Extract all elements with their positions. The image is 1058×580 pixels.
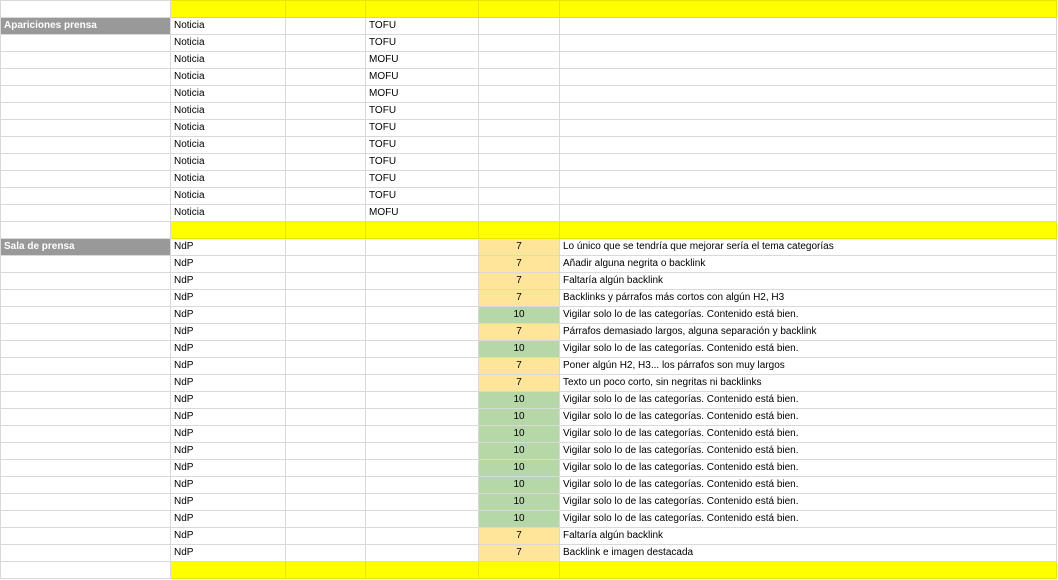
empty-cell[interactable] [1, 341, 171, 358]
empty-cell[interactable] [1, 545, 171, 562]
empty-cell[interactable] [286, 120, 366, 137]
type-cell[interactable]: NdP [171, 392, 286, 409]
comment-cell[interactable]: Vigilar solo lo de las categorías. Contenido está bien. [560, 409, 1057, 426]
empty-cell[interactable] [286, 137, 366, 154]
score-cell[interactable]: 10 [479, 409, 560, 426]
table-row [1, 188, 1057, 205]
type-cell[interactable]: NdP [171, 545, 286, 562]
empty-cell[interactable] [479, 154, 560, 171]
table-row [1, 205, 1057, 222]
empty-cell[interactable] [1, 188, 171, 205]
empty-cell[interactable] [286, 205, 366, 222]
comment-cell[interactable]: Vigilar solo lo de las categorías. Contenido está bien. [560, 392, 1057, 409]
type-cell[interactable]: NdP [171, 273, 286, 290]
type-cell[interactable]: Noticia [171, 205, 286, 222]
separator-cell[interactable] [171, 562, 286, 579]
type-cell[interactable]: Noticia [171, 69, 286, 86]
type-cell[interactable]: NdP [171, 324, 286, 341]
empty-cell[interactable] [366, 341, 479, 358]
empty-cell[interactable] [366, 392, 479, 409]
empty-cell[interactable] [366, 443, 479, 460]
empty-cell[interactable] [286, 307, 366, 324]
empty-cell[interactable] [366, 409, 479, 426]
score-cell[interactable]: 7 [479, 290, 560, 307]
empty-cell[interactable] [366, 307, 479, 324]
type-cell[interactable]: NdP [171, 341, 286, 358]
separator-cell[interactable] [560, 1, 1057, 18]
empty-cell[interactable] [366, 460, 479, 477]
comment-cell[interactable]: Faltaría algún backlink [560, 528, 1057, 545]
empty-cell[interactable] [286, 273, 366, 290]
comment-cell[interactable]: Vigilar solo lo de las categorías. Contenido está bien. [560, 477, 1057, 494]
type-cell[interactable]: NdP [171, 426, 286, 443]
empty-cell[interactable] [366, 256, 479, 273]
table-row [1, 239, 1057, 256]
empty-cell[interactable] [286, 324, 366, 341]
empty-cell[interactable] [286, 375, 366, 392]
empty-cell[interactable] [1, 120, 171, 137]
type-cell[interactable]: Noticia [171, 120, 286, 137]
empty-cell[interactable] [1, 477, 171, 494]
empty-cell[interactable] [366, 545, 479, 562]
empty-cell[interactable] [560, 52, 1057, 69]
type-cell[interactable]: NdP [171, 358, 286, 375]
type-cell[interactable]: NdP [171, 460, 286, 477]
empty-cell[interactable] [366, 528, 479, 545]
empty-cell[interactable] [560, 137, 1057, 154]
table-row [1, 35, 1057, 52]
type-cell[interactable]: NdP [171, 409, 286, 426]
empty-cell[interactable] [1, 222, 171, 239]
comment-cell[interactable]: Poner algún H2, H3... los párrafos son muy largos [560, 358, 1057, 375]
empty-cell[interactable] [560, 154, 1057, 171]
table-row [1, 307, 1057, 324]
empty-cell[interactable] [560, 69, 1057, 86]
score-cell[interactable]: 10 [479, 443, 560, 460]
type-cell[interactable]: Noticia [171, 86, 286, 103]
empty-cell[interactable] [286, 290, 366, 307]
separator-cell[interactable] [560, 562, 1057, 579]
score-cell[interactable]: 7 [479, 273, 560, 290]
table-row [1, 154, 1057, 171]
empty-cell[interactable] [1, 1, 171, 18]
type-cell[interactable]: Noticia [171, 35, 286, 52]
empty-cell[interactable] [479, 120, 560, 137]
comment-cell[interactable]: Texto un poco corto, sin negritas ni backlinks [560, 375, 1057, 392]
separator-cell[interactable] [171, 1, 286, 18]
separator-cell[interactable] [560, 222, 1057, 239]
empty-cell[interactable] [1, 256, 171, 273]
table-row [1, 256, 1057, 273]
section-label[interactable]: Sala de prensa [1, 239, 171, 256]
table-row [1, 511, 1057, 528]
empty-cell[interactable] [1, 494, 171, 511]
comment-cell[interactable]: Backlinks y párrafos más cortos con algún H2, H3 [560, 290, 1057, 307]
table-row [1, 528, 1057, 545]
empty-cell[interactable] [286, 494, 366, 511]
empty-cell[interactable] [286, 460, 366, 477]
empty-cell[interactable] [479, 35, 560, 52]
empty-cell[interactable] [286, 18, 366, 35]
empty-cell[interactable] [366, 477, 479, 494]
funnel-stage-cell[interactable]: TOFU [366, 120, 479, 137]
table-row [1, 137, 1057, 154]
header-separator-row [1, 1, 1057, 18]
empty-cell[interactable] [286, 256, 366, 273]
empty-cell[interactable] [1, 511, 171, 528]
comment-cell[interactable]: Vigilar solo lo de las categorías. Contenido está bien. [560, 494, 1057, 511]
empty-cell[interactable] [479, 69, 560, 86]
score-cell[interactable]: 10 [479, 477, 560, 494]
type-cell[interactable]: NdP [171, 375, 286, 392]
empty-cell[interactable] [1, 443, 171, 460]
comment-cell[interactable]: Faltaría algún backlink [560, 273, 1057, 290]
empty-cell[interactable] [286, 154, 366, 171]
score-cell[interactable]: 7 [479, 375, 560, 392]
score-cell[interactable]: 10 [479, 392, 560, 409]
table-row [1, 171, 1057, 188]
empty-cell[interactable] [1, 460, 171, 477]
empty-cell[interactable] [286, 52, 366, 69]
empty-cell[interactable] [286, 426, 366, 443]
score-cell[interactable]: 10 [479, 511, 560, 528]
empty-cell[interactable] [1, 69, 171, 86]
empty-cell[interactable] [479, 86, 560, 103]
empty-cell[interactable] [560, 35, 1057, 52]
empty-cell[interactable] [286, 528, 366, 545]
empty-cell[interactable] [1, 137, 171, 154]
separator-cell[interactable] [366, 562, 479, 579]
type-cell[interactable]: Noticia [171, 171, 286, 188]
section-separator-row [1, 562, 1057, 579]
table-row [1, 290, 1057, 307]
empty-cell[interactable] [366, 494, 479, 511]
empty-cell[interactable] [286, 35, 366, 52]
funnel-stage-cell[interactable]: MOFU [366, 69, 479, 86]
separator-cell[interactable] [171, 222, 286, 239]
separator-cell[interactable] [366, 1, 479, 18]
empty-cell[interactable] [1, 205, 171, 222]
empty-cell[interactable] [560, 86, 1057, 103]
table-row [1, 545, 1057, 562]
type-cell[interactable]: NdP [171, 528, 286, 545]
empty-cell[interactable] [286, 392, 366, 409]
table-row [1, 375, 1057, 392]
empty-cell[interactable] [479, 18, 560, 35]
comment-cell[interactable]: Vigilar solo lo de las categorías. Contenido está bien. [560, 426, 1057, 443]
separator-cell[interactable] [479, 222, 560, 239]
empty-cell[interactable] [286, 358, 366, 375]
comment-cell[interactable]: Vigilar solo lo de las categorías. Contenido está bien. [560, 460, 1057, 477]
empty-cell[interactable] [1, 375, 171, 392]
empty-cell[interactable] [286, 545, 366, 562]
empty-cell[interactable] [560, 205, 1057, 222]
empty-cell[interactable] [286, 86, 366, 103]
funnel-stage-cell[interactable]: MOFU [366, 86, 479, 103]
empty-cell[interactable] [1, 426, 171, 443]
funnel-stage-cell[interactable]: TOFU [366, 18, 479, 35]
comment-cell[interactable]: Vigilar solo lo de las categorías. Contenido está bien. [560, 443, 1057, 460]
empty-cell[interactable] [479, 103, 560, 120]
empty-cell[interactable] [286, 188, 366, 205]
funnel-stage-cell[interactable]: TOFU [366, 137, 479, 154]
type-cell[interactable]: NdP [171, 239, 286, 256]
empty-cell[interactable] [1, 273, 171, 290]
table-row [1, 52, 1057, 69]
empty-cell[interactable] [286, 69, 366, 86]
empty-cell[interactable] [479, 188, 560, 205]
comment-cell[interactable]: Vigilar solo lo de las categorías. Contenido está bien. [560, 511, 1057, 528]
separator-cell[interactable] [286, 222, 366, 239]
funnel-stage-cell[interactable]: TOFU [366, 103, 479, 120]
type-cell[interactable]: NdP [171, 494, 286, 511]
type-cell[interactable]: NdP [171, 443, 286, 460]
empty-cell[interactable] [286, 341, 366, 358]
empty-cell[interactable] [1, 324, 171, 341]
empty-cell[interactable] [1, 290, 171, 307]
section-separator-row [1, 222, 1057, 239]
funnel-stage-cell[interactable]: TOFU [366, 35, 479, 52]
table-row [1, 120, 1057, 137]
empty-cell[interactable] [560, 171, 1057, 188]
comment-cell[interactable]: Vigilar solo lo de las categorías. Contenido está bien. [560, 307, 1057, 324]
empty-cell[interactable] [286, 511, 366, 528]
empty-cell[interactable] [479, 52, 560, 69]
comment-cell[interactable]: Párrafos demasiado largos, alguna separación y backlink [560, 324, 1057, 341]
table-row [1, 460, 1057, 477]
empty-cell[interactable] [286, 171, 366, 188]
comment-cell[interactable]: Lo único que se tendría que mejorar sería el tema categorías [560, 239, 1057, 256]
empty-cell[interactable] [1, 307, 171, 324]
funnel-stage-cell[interactable]: TOFU [366, 188, 479, 205]
empty-cell[interactable] [286, 409, 366, 426]
empty-cell[interactable] [366, 324, 479, 341]
funnel-stage-cell[interactable]: MOFU [366, 52, 479, 69]
score-cell[interactable]: 7 [479, 358, 560, 375]
empty-cell[interactable] [366, 290, 479, 307]
type-cell[interactable]: Noticia [171, 52, 286, 69]
type-cell[interactable]: NdP [171, 511, 286, 528]
score-cell[interactable]: 10 [479, 426, 560, 443]
empty-cell[interactable] [1, 52, 171, 69]
separator-cell[interactable] [366, 222, 479, 239]
empty-cell[interactable] [560, 18, 1057, 35]
empty-cell[interactable] [560, 120, 1057, 137]
separator-cell[interactable] [479, 1, 560, 18]
empty-cell[interactable] [479, 171, 560, 188]
empty-cell[interactable] [1, 392, 171, 409]
table-row [1, 86, 1057, 103]
score-cell[interactable]: 10 [479, 494, 560, 511]
type-cell[interactable]: Noticia [171, 103, 286, 120]
empty-cell[interactable] [479, 205, 560, 222]
table-row [1, 392, 1057, 409]
empty-cell[interactable] [560, 188, 1057, 205]
empty-cell[interactable] [366, 375, 479, 392]
type-cell[interactable]: Noticia [171, 18, 286, 35]
empty-cell[interactable] [286, 103, 366, 120]
empty-cell[interactable] [1, 103, 171, 120]
score-cell[interactable]: 7 [479, 256, 560, 273]
table-row [1, 358, 1057, 375]
empty-cell[interactable] [1, 358, 171, 375]
separator-cell[interactable] [286, 562, 366, 579]
table-row [1, 18, 1057, 35]
table-row [1, 443, 1057, 460]
funnel-stage-cell[interactable]: TOFU [366, 154, 479, 171]
empty-cell[interactable] [366, 358, 479, 375]
empty-cell[interactable] [1, 528, 171, 545]
score-cell[interactable]: 7 [479, 239, 560, 256]
type-cell[interactable]: NdP [171, 307, 286, 324]
comment-cell[interactable]: Vigilar solo lo de las categorías. Contenido está bien. [560, 341, 1057, 358]
empty-cell[interactable] [366, 273, 479, 290]
grid-body [1, 1, 1057, 579]
table-row [1, 324, 1057, 341]
table-row [1, 69, 1057, 86]
empty-cell[interactable] [286, 443, 366, 460]
empty-cell[interactable] [479, 137, 560, 154]
score-cell[interactable]: 10 [479, 460, 560, 477]
empty-cell[interactable] [286, 477, 366, 494]
table-row [1, 341, 1057, 358]
separator-cell[interactable] [479, 562, 560, 579]
section-label[interactable]: Apariciones prensa [1, 18, 171, 35]
empty-cell[interactable] [1, 86, 171, 103]
table-row [1, 103, 1057, 120]
score-cell[interactable]: 7 [479, 545, 560, 562]
type-cell[interactable]: NdP [171, 256, 286, 273]
separator-cell[interactable] [286, 1, 366, 18]
empty-cell[interactable] [1, 35, 171, 52]
empty-cell[interactable] [560, 103, 1057, 120]
empty-cell[interactable] [286, 239, 366, 256]
type-cell[interactable]: Noticia [171, 137, 286, 154]
type-cell[interactable]: NdP [171, 290, 286, 307]
empty-cell[interactable] [1, 171, 171, 188]
type-cell[interactable]: Noticia [171, 154, 286, 171]
empty-cell[interactable] [1, 562, 171, 579]
score-cell[interactable]: 7 [479, 324, 560, 341]
table-row [1, 409, 1057, 426]
comment-cell[interactable]: Añadir alguna negrita o backlink [560, 256, 1057, 273]
score-cell[interactable]: 10 [479, 341, 560, 358]
empty-cell[interactable] [366, 511, 479, 528]
table-row [1, 494, 1057, 511]
empty-cell[interactable] [366, 426, 479, 443]
empty-cell[interactable] [1, 409, 171, 426]
empty-cell[interactable] [366, 239, 479, 256]
funnel-stage-cell[interactable]: TOFU [366, 171, 479, 188]
comment-cell[interactable]: Backlink e imagen destacada [560, 545, 1057, 562]
score-cell[interactable]: 10 [479, 307, 560, 324]
score-cell[interactable]: 7 [479, 528, 560, 545]
funnel-stage-cell[interactable]: MOFU [366, 205, 479, 222]
type-cell[interactable]: Noticia [171, 188, 286, 205]
empty-cell[interactable] [1, 154, 171, 171]
table-row [1, 477, 1057, 494]
table-row [1, 273, 1057, 290]
table-row [1, 426, 1057, 443]
type-cell[interactable]: NdP [171, 477, 286, 494]
